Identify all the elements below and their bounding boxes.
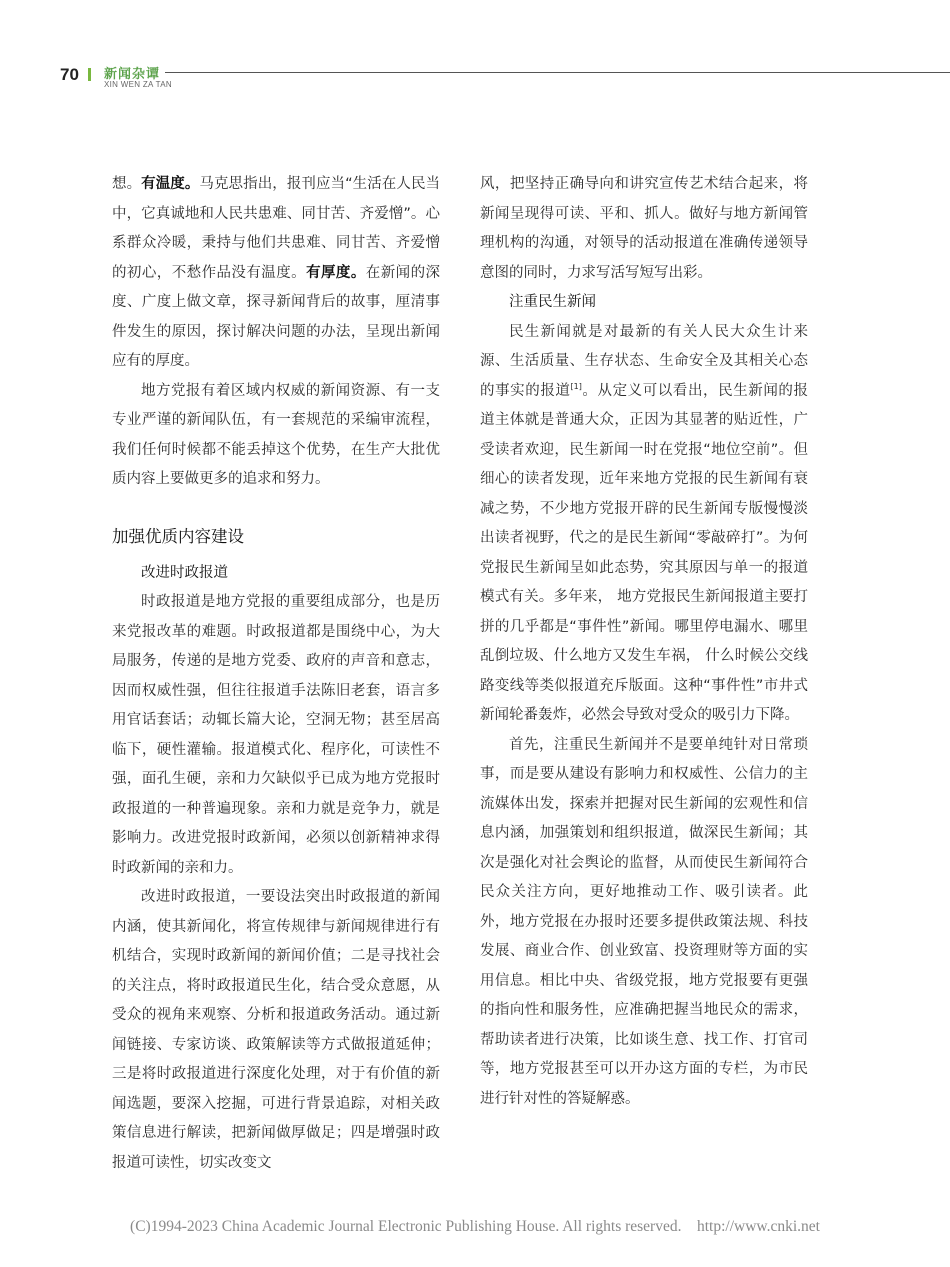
sub-heading: 改进时政报道 [141,564,228,581]
bold-phrase: 有温度。 [141,176,200,192]
text-run: 想。 [112,176,142,192]
journal-title: 新闻杂谭 [104,67,161,82]
text-run: 。从定义可以看出，民生新闻的报道主体就是普通大众，正因为其显著的贴近性，广受读者欢迎，民生新闻一时在党报“地位空前”。但细心的读者发现，近年来地方党报的民生新闻有衰减之势，不少地方党报开辟的民生新闻专版慢慢淡出读者视野，代之的是民生新闻“零敲碎打”。为何党报民生新闻呈如此态势，究其原因与单一的报道模式有关。多年来， 地方党报民生新闻报道主要打拼的几乎都是“事件性”新闻。哪里停电漏水、哪里乱倒垃圾、什么地方又发生车祸， 什么时候公交线路变线等类似报道充斥版面。这种“事件性”市井式新闻轮番轰炸，必然会导致对受众的吸引力下降。 [480,382,809,723]
copyright-footer: (C)1994-2023 China Academic Journal Electronic Publishing House. All rights reserved. http://www.cnki.net [130,1218,820,1235]
paragraph: 改进时政报道，一要设法突出时政报道的新闻内涵，使其新闻化，将宣传规律与新闻规律进行有机结合，实现时政新闻的新闻价值；二是寻找社会的关注点，将时政报道民生化，结合受众意愿，从受众的视角来观察、分析和报道政务活动。通过新闻链接、专家访谈、政策解读等方式做报道延伸；三是将时政报道进行深度化处理，对于有价值的新闻选题，要深入挖掘，可进行背景追踪，对相关政策信息进行解读，把新闻做厚做足；四是增强时政报道可读性，切实改变文 [112,889,440,1171]
text-run: 在新闻的深度、广度上做文章，探寻新闻背后的故事，厘清事件发生的原因，探讨解决问题的办法，呈现出新闻应有的厚度。 [112,264,441,369]
paragraph: 地方党报有着区域内权威的新闻资源、有一支专业严谨的新闻队伍，有一套规范的采编审流程，我们任何时候都不能丢掉这个优势，在生产大批优质内容上要做更多的追求和努力。 [112,382,440,487]
paragraph [480,318,808,731]
text-run: 马克思指出，报刊应当“生活在人民当中，它真诚地和人民共患难、同甘苦、齐爱憎”。心系群众冷暖，秉持与他们共患难、同甘苦、齐爱憎的初心，不愁作品没有温度。 [112,176,441,281]
page-header [0,0,950,100]
text-run: 民生新闻就是对最新的有关人民大众生计来源、生活质量、生存状态、生命安全及其相关心态的事实的报道 [480,323,808,399]
paragraph: 风，把坚持正确导向和讲究宣传艺术结合起来，将新闻呈现得可读、平和、抓人。做好与地方新闻管理机构的沟通，对领导的活动报道在准确传递领导意图的同时，力求写活写短写出彩。 [480,176,808,281]
page-number: 70 [60,65,79,84]
left-column [112,170,440,1178]
bold-phrase: 有厚度。 [306,264,366,281]
journal-pinyin: XIN WEN ZA TAN [104,80,172,89]
right-column [480,170,808,1114]
sub-heading: 注重民生新闻 [509,294,596,310]
paragraph: 首先，注重民生新闻并不是要单纯针对日常琐事，而是要从建设有影响力和权威性、公信力的主流媒体出发，探索并把握对民生新闻的宏观性和信息内涵，加强策划和组织报道，做深民生新闻；其次是强化对社会舆论的监督，从而使民生新闻符合民众关注方向，更好地推动工作、吸引读者。此外，地方党报在办报时还要多提供政策法规、科技发展、商业合作、创业致富、投资理财等方面的实用信息。相比中央、省级党报，地方党报要有更强的指向性和服务性，应准确把握当地民众的需求，帮助读者进行决策，比如谈生意、找工作、打官司等，地方党报甚至可以开办这方面的专栏，为市民进行针对性的答疑解惑。 [480,736,808,1107]
header-rule [165,72,950,73]
citation-marker: [1] [570,381,582,391]
paragraph [112,170,440,377]
section-heading: 加强优质内容建设 [112,526,244,546]
paragraph: 时政报道是地方党报的重要组成部分，也是历来党报改革的难题。时政报道都是围绕中心，为大局服务，传递的是地方党委、政府的声音和意志，因而权威性强，但往往报道手法陈旧老套，语言多用官话套话；动辄长篇大论，空洞无物；甚至居高临下，硬性灌输。报道模式化、程序化，可读性不强，面孔生硬，亲和力欠缺似乎已成为地方党报时政报道的一种普遍现象。亲和力就是竞争力，就是影响力。改进党报时政新闻，必须以创新精神求得时政新闻的亲和力。 [112,594,440,876]
header-accent-bar [88,68,91,81]
